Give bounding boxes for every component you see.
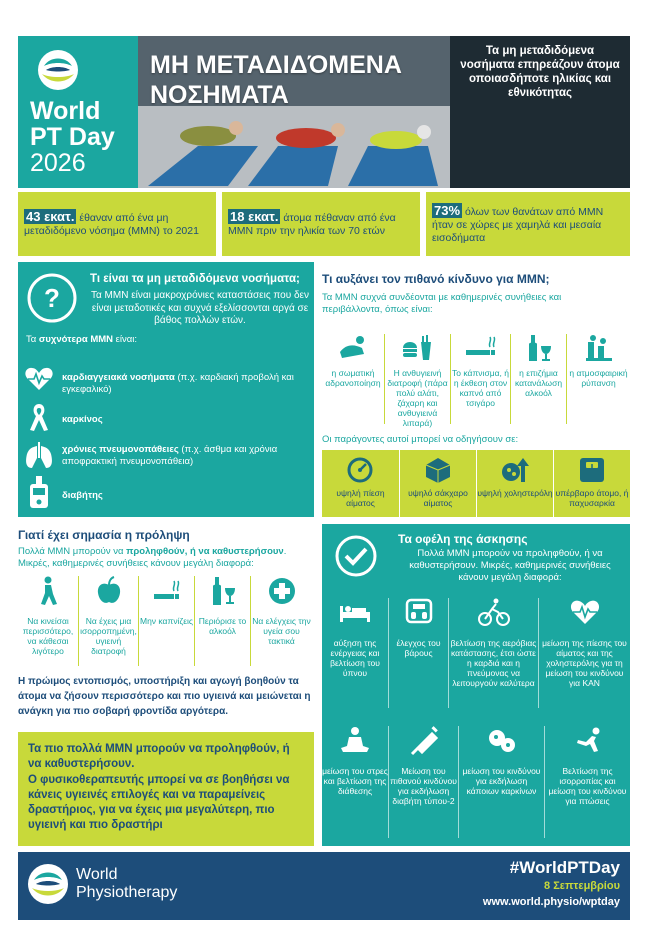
factor-cholesterol: υψηλή χοληστερόλη	[476, 450, 553, 517]
benefits-panel	[322, 524, 630, 846]
prevention-title: Γιατί έχει σημασία η πρόληψη	[18, 528, 190, 542]
tip-move-more: Να κινείσαι περισσότερο, να κάθεσαι λιγότερο	[18, 576, 78, 666]
stat-1-text: έθαναν από ένα μη μεταδιδόμενο νόσημα (ΜΜΝ) το 2021	[24, 212, 199, 237]
benefit-weight-control: έλεγχος του βάρους	[388, 598, 448, 708]
cyclist-icon	[478, 598, 510, 626]
svg-text:?: ?	[44, 283, 60, 313]
benefit-diabetes-risk: Μείωση του πιθανού κινδύνου για εκδήλωση διαβήτη τύπου-2	[388, 726, 458, 838]
tip-no-smoking: Μην καπνίζεις	[138, 576, 194, 666]
what-are-ncds-panel	[18, 262, 314, 517]
footer-org-line1: World	[76, 866, 118, 883]
risk-title: Τι αυξάνει τον πιθανό κίνδυνο για ΜΜΝ;	[322, 272, 550, 286]
stat-3-text: όλων των θανάτων από ΜΜΝ ήταν σε χώρες με χαμηλά και μεσαία εισοδήματα	[432, 206, 604, 244]
exercise-class-photo	[138, 36, 450, 188]
risk-body: Τα ΜΜΝ συχνά συνδέονται με καθημερινές συνήθειες και περιβάλλοντα, όπως είναι:	[322, 292, 562, 315]
physio-callout	[18, 732, 314, 846]
prevention-body: Πολλά ΜΜΝ μπορούν να προληφθούν, ή να καθυστερήσουν. Μικρές, καθημερινές συνήθειες κάνουν μεγάλη διαφορά:	[18, 546, 287, 569]
footer-hashtag: #WorldPTDay	[509, 858, 620, 877]
benefits-row-1	[322, 598, 630, 708]
medical-cross-icon	[267, 576, 297, 606]
logo-world: World	[30, 97, 101, 125]
habit-alcohol: η επιζήμια κατανάλωση αλκοόλ	[510, 334, 566, 424]
stat-1	[18, 192, 216, 256]
lungs-icon	[24, 442, 54, 470]
risk-panel	[322, 262, 630, 517]
no-cigarette-icon	[152, 576, 182, 606]
walking-person-icon	[35, 576, 61, 606]
benefit-aerobic: βελτίωση της αερόβιας κατάστασης, έτσι ώστε η καρδιά και η πνεύμονας να λειτουργούν καλύτερα	[448, 598, 538, 708]
common-ncds-lead: Τα συχνότερα ΜΜΝ είναι:	[26, 334, 138, 345]
blood-pressure-icon	[347, 456, 375, 484]
scale-icon	[578, 456, 606, 484]
habit-smoking: Το κάπνισμα, ή η έκθεση στον καπνό από τσιγάρο	[450, 334, 510, 424]
tagline: Τα μη μεταδιδόμενα νοσήματα επηρεάζουν άτομα οποιασδήποτε ηλικίας και εθνικότητας	[460, 45, 620, 99]
world-physiotherapy-logo-icon	[26, 862, 70, 906]
footer-date: 8 Σεπτεμβρίου	[544, 880, 620, 892]
wine-icon	[208, 576, 238, 606]
factors-lead: Οι παράγοντες αυτοί μπορεί να οδηγήσουν σε:	[322, 434, 519, 445]
early-detection-text: Η πρώιμος εντοπισμός, υποστήριξη και αγωγή βοηθούν τα άτομα να ζήσουν περισσότερο και πιο υγιεινά και μειώνεται η ανάγκη για πιο σοβαρή φροντίδα αργότερα.	[18, 676, 311, 717]
habit-pollution: η ατμοσφαιρική ρύπανση	[566, 334, 630, 424]
benefit-stress: μείωση του στρες και βελτίωση της διάθεσης	[322, 726, 388, 838]
habit-inactivity: η σωματική αδρανοποίηση	[322, 334, 384, 424]
footer	[18, 852, 630, 920]
tagline-box	[450, 36, 630, 188]
prevention-tips-row	[18, 576, 314, 666]
ncd-item-cancer: καρκίνος	[62, 414, 103, 425]
falling-person-icon	[572, 726, 604, 756]
title-line1: ΜΗ ΜΕΤΑΔΙΔΌΜΕΝΑ	[150, 51, 402, 79]
benefit-cancer-risk: μείωση του κινδύνου για εκδήλωση κάποιων καρκίνων	[458, 726, 544, 838]
fast-food-icon	[401, 334, 435, 362]
cancer-ribbon-icon	[28, 402, 50, 432]
footer-org-line2: Physiotherapy	[76, 884, 178, 901]
world-pt-day-logo	[18, 36, 138, 188]
prevention-panel	[18, 524, 314, 724]
apple-icon	[96, 576, 122, 606]
question-icon	[26, 272, 78, 324]
what-are-title: Τι είναι τα μη μεταδιδόμενα νοσήματα;	[90, 273, 300, 285]
heart-pulse-icon	[569, 598, 601, 626]
ncd-item-diabetes: διαβήτης	[62, 490, 103, 501]
habit-unhealthy-diet: Η ανθυγιεινή διατροφή (πάρα πολύ αλάτι, ζάχαρη και ανθυγιεινά λιπαρά)	[384, 334, 450, 424]
checkmark-icon	[334, 534, 378, 578]
bed-sleep-icon	[338, 598, 372, 624]
footer-url[interactable]: www.world.physio/wptday	[482, 896, 620, 908]
what-are-body: Τα ΜΜΝ είναι μακροχρόνιες καταστάσεις που δεν είναι μεταδοτικές και συχνά εξελίσσονται αργά σε βάθος πολλών ετών.	[90, 290, 310, 326]
factor-obesity: υπέρβαρο άτομο, ή παχυσαρκία	[553, 450, 630, 517]
habit-icons-row	[322, 334, 630, 428]
wine-bottle-icon	[524, 334, 554, 362]
factor-blood-sugar: υψηλό σάκχαρο αίματος	[399, 450, 476, 517]
tip-balanced-diet: Να έχεις μια ισορροπημένη, υγιεινή διατροφή	[78, 576, 138, 666]
benefits-row-2	[322, 726, 630, 838]
benefit-blood-pressure: μείωση της πίεσης του αίματος και της χοληστερόλης για τη μείωση του κινδύνου για ΚΑΝ	[538, 598, 630, 708]
benefits-body: Πολλά ΜΜΝ μπορούν να προληφθούν, ή να καθυστερήσουν. Μικρές, καθημερινές συνήθειες κάνουν μεγάλη διαφορά:	[409, 548, 611, 583]
factor-blood-pressure: υψηλή πίεση αίματος	[322, 450, 399, 517]
cholesterol-icon	[501, 456, 529, 484]
cells-icon	[486, 726, 518, 756]
stat-2-text: άτομα πέθαναν από ένα ΜΜΝ πριν την ηλικία των 70 ετών	[228, 212, 396, 237]
benefits-title: Τα οφέλη της άσκησης	[398, 532, 528, 546]
factory-pollution-icon	[584, 334, 614, 362]
factors-row	[322, 450, 630, 517]
benefit-balance: Βελτίωση της ισορροπίας και μείωση του κινδύνου για πτώσεις	[544, 726, 630, 838]
syringe-icon	[408, 726, 440, 756]
tip-health-check: Να ελέγχεις την υγεία σου τακτικά	[250, 576, 312, 666]
stat-1-highlight: 43 εκατ.	[26, 209, 75, 224]
title-line2: ΝΟΣΗΜΑΤΑ	[150, 81, 289, 109]
logo-pt-day: PT Day	[30, 123, 115, 151]
cigarette-icon	[464, 334, 498, 362]
sugar-cube-icon	[424, 456, 452, 484]
benefit-energy-sleep: αύξηση της ενέργειας και βελτίωση του ύπνου	[322, 598, 388, 708]
callout-line1: Τα πιο πολλά ΜΜΝ μπορούν να προληφθούν, ή να καθυστερήσουν.	[28, 743, 290, 770]
stat-3-highlight: 73%	[434, 203, 461, 218]
stat-2-highlight: 18 εκατ.	[230, 209, 279, 224]
tip-limit-alcohol: Περιόρισε το αλκοόλ	[194, 576, 250, 666]
globe-logo-icon	[36, 48, 80, 92]
logo-year: 2026	[30, 149, 86, 177]
glucose-meter-icon	[28, 476, 50, 510]
callout-line2: Ο φυσικοθεραπευτής μπορεί να σε βοηθήσει να κάνεις υγιεινές επιλογές και να παραμείνεις δραστήριος, για να έχεις μια μεγαλύτερη, πιο υγιεινή και πιο δραστήρι	[28, 774, 290, 831]
stat-3	[426, 192, 630, 256]
stat-2	[222, 192, 420, 256]
heart-icon	[24, 366, 54, 392]
meditation-icon	[339, 726, 371, 756]
ncd-item-cardio: καρδιαγγειακά νοσήματα (π.χ. καρδιακή προβολή και εγκεφαλικό)	[62, 372, 294, 395]
bathroom-scale-icon	[405, 598, 433, 624]
ncd-item-lung: χρόνιες πνευμονοπάθειες (π.χ. άσθμα και χρόνια αποφρακτική πνευμονοπάθεια)	[62, 444, 278, 467]
sofa-inactivity-icon	[338, 334, 368, 362]
